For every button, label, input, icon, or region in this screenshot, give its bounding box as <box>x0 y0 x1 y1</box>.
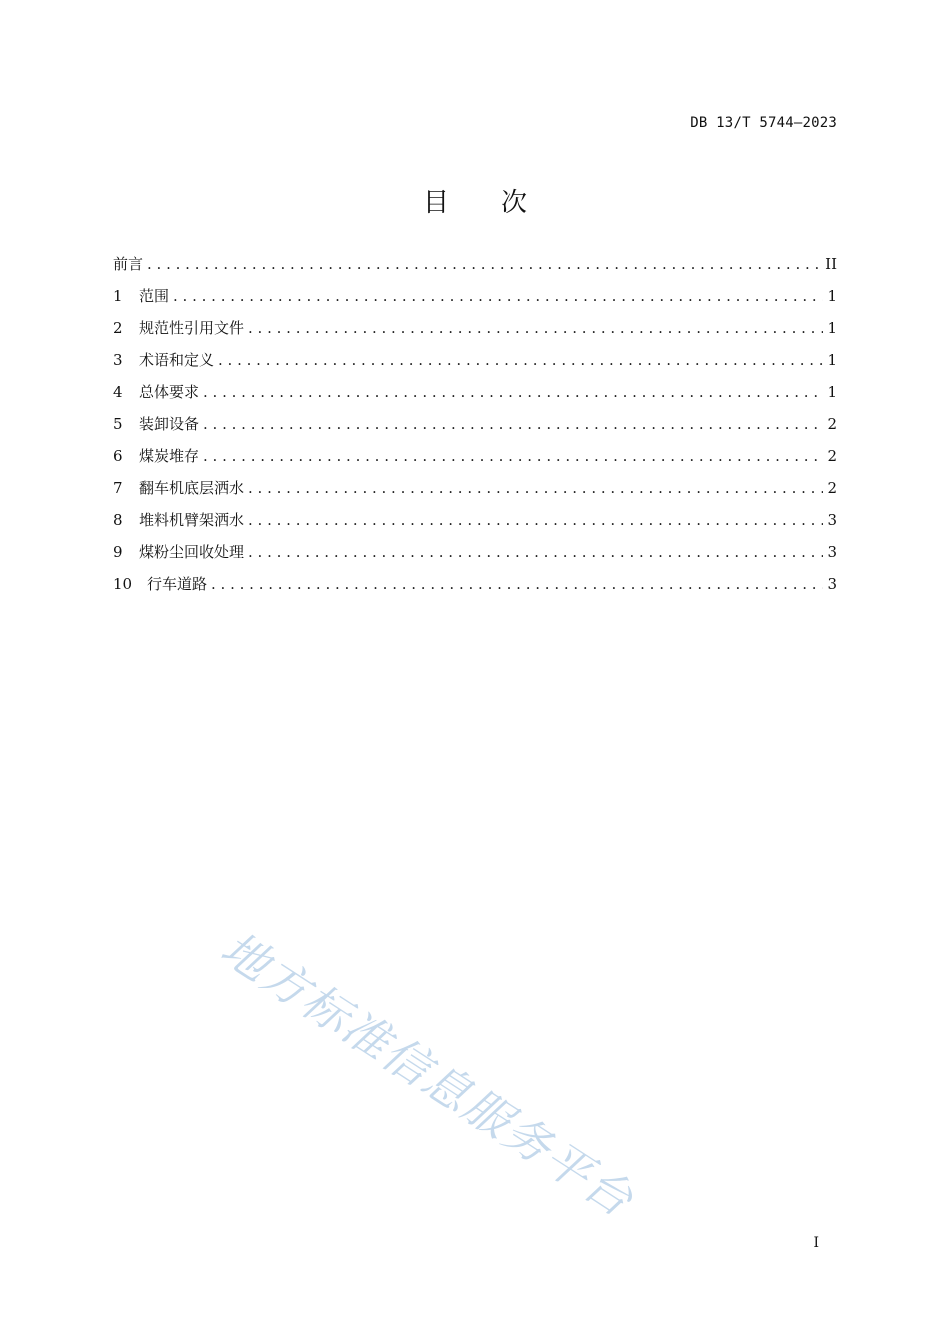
toc-dot-leader <box>218 348 823 372</box>
document-code: DB 13/T 5744—2023 <box>690 115 837 131</box>
toc-dot-leader <box>203 412 823 436</box>
toc-dot-leader <box>248 508 823 532</box>
toc-entry-number: 5 <box>113 415 123 433</box>
toc-entry-label: 堆料机臂架洒水 <box>139 511 245 529</box>
toc-entry-label: 煤粉尘回收处理 <box>139 543 245 561</box>
toc-entry-page: 2 <box>827 415 837 433</box>
toc-entry-number: 6 <box>113 447 123 465</box>
toc-entry-page: 1 <box>827 287 837 305</box>
toc-dot-leader <box>173 284 823 308</box>
toc-dot-leader <box>147 252 821 276</box>
toc-entry-number: 1 <box>113 287 123 305</box>
toc-entry-page: 3 <box>827 511 837 529</box>
toc-entry-number: 2 <box>113 319 123 337</box>
page-number: I <box>813 1235 819 1251</box>
toc-entry-number: 7 <box>113 479 123 497</box>
toc-entry-page: 2 <box>827 479 837 497</box>
toc-entry-10[interactable] <box>113 572 837 604</box>
toc-entry-page: 2 <box>827 447 837 465</box>
toc-entry-number: 3 <box>113 351 123 369</box>
toc-entry-9[interactable] <box>113 540 837 572</box>
title-char-2: 次 <box>501 188 528 218</box>
toc-entry-page: 1 <box>827 383 837 401</box>
toc-dot-leader <box>248 476 823 500</box>
toc-entry-page: 1 <box>827 319 837 337</box>
toc-entry-8[interactable] <box>113 508 837 540</box>
toc-entry-4[interactable] <box>113 380 837 412</box>
toc-entry-label: 行车道路 <box>147 575 208 593</box>
toc-entry-number: 4 <box>113 383 123 401</box>
toc-entry-1[interactable] <box>113 284 837 316</box>
toc-entry-number: 9 <box>113 543 123 561</box>
toc-dot-leader <box>248 316 823 340</box>
toc-entry-5[interactable] <box>113 412 837 444</box>
title-char-1: 目 <box>422 188 449 218</box>
toc-dot-leader <box>203 380 823 404</box>
toc-entry-label: 前言 <box>113 255 144 273</box>
toc-entry-label: 煤炭堆存 <box>139 447 200 465</box>
toc-entry-label: 范围 <box>139 287 170 305</box>
toc-entry-page: 3 <box>827 543 837 561</box>
toc-entry-2[interactable] <box>113 316 837 348</box>
toc-entry-page: II <box>825 255 837 273</box>
toc-entry-6[interactable] <box>113 444 837 476</box>
toc-entry-label: 装卸设备 <box>139 415 200 433</box>
toc-entry-7[interactable] <box>113 476 837 508</box>
toc-entry-label: 术语和定义 <box>139 351 215 369</box>
toc-entry-number: 8 <box>113 511 123 529</box>
toc-dot-leader <box>211 572 823 596</box>
toc-entry-3[interactable] <box>113 348 837 380</box>
toc-entry-label: 总体要求 <box>139 383 200 401</box>
toc-dot-leader <box>203 444 823 468</box>
toc-entry-page: 3 <box>827 575 837 593</box>
toc-entry-page: 1 <box>827 351 837 369</box>
toc-dot-leader <box>248 540 823 564</box>
toc-entry-label: 规范性引用文件 <box>139 319 245 337</box>
page-title <box>0 182 950 219</box>
watermark: 地方标准信息服务平台 <box>211 920 644 1228</box>
toc-entry-number: 10 <box>113 575 133 593</box>
toc-entry-foreword[interactable] <box>113 252 837 284</box>
table-of-contents <box>113 252 837 604</box>
toc-entry-label: 翻车机底层洒水 <box>139 479 245 497</box>
